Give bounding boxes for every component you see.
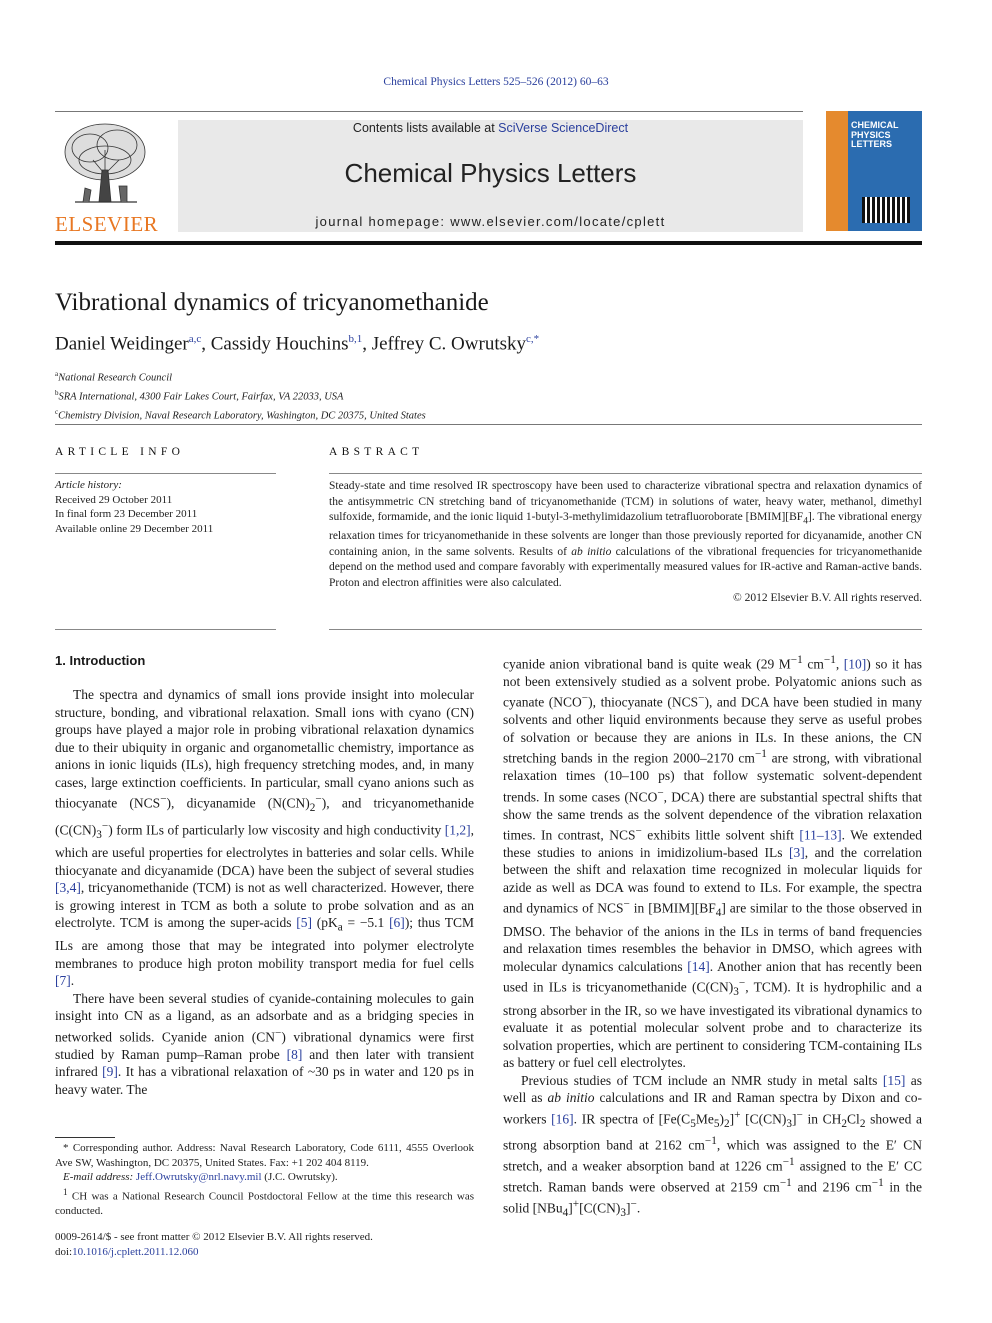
contents-prefix: Contents lists available at — [352, 121, 495, 135]
abstract-heading: ABSTRACT — [329, 446, 424, 458]
reference-link[interactable]: [9] — [102, 1064, 118, 1080]
text-run: , TCM). It is hydrophilic and a strong absorber in the IR, so we have investigated its vibrational dynamics to evaluate it as potential molecular solvent probe and to characterize its solvation properties, which are pertinent to considering TCM-containing ILs as battery or fuel cell electrolytes. — [503, 979, 923, 1071]
text-run: calculations and IR and Raman spectra by Dixon and co-workers — [503, 1090, 923, 1127]
text-run: and 2196 cm — [791, 1179, 872, 1195]
email-label: E-mail address: — [63, 1171, 134, 1183]
doi-link[interactable]: 10.1016/j.cplett.2011.12.060 — [72, 1245, 199, 1258]
email-suffix: (J.C. Owrutsky). — [264, 1171, 338, 1183]
cover-line: PHYSICS — [851, 129, 891, 140]
online-date: Available online 29 December 2011 — [55, 522, 214, 535]
superscript: −1 — [779, 1177, 792, 1190]
contents-line — [178, 121, 803, 135]
reference-link[interactable]: [8] — [286, 1046, 303, 1062]
abstract-sentence: Steady-state and time resolved IR spectroscopy have been used to characterize vibrational spectra and relaxation dynamics of the antisymmetric CN stretching band of tricyanomethanide (TCM) in solutions of water, heavy water, methanol, dimethyl sulfoxide, formamide, and the ionic liquid 1-butyl-3-methylimidazolium tetrafluoroborate [BMIM][BF — [329, 480, 922, 524]
text-run: ); thus TCM ILs are among those that may be integrated into polymer electrolyte membranes to produce high proton mobility transport media for fuel cells — [55, 915, 475, 971]
text-run: cyanide anion vibrational band is quite weak (29 M — [503, 656, 791, 672]
history-label: Article history: — [55, 479, 122, 491]
superscript: −1 — [823, 654, 836, 666]
affiliation-text: National Research Council — [58, 372, 173, 384]
author-list: Daniel Weidinger$^{a,c}$, Cassidy Houchins$^{b,1}$, Jeffrey C. Owrutsky$^{c,*}$ — [55, 333, 540, 355]
email-link[interactable]: Jeff.Owrutsky@nrl.navy.mil — [135, 1171, 262, 1183]
italic-term: ab initio — [571, 545, 612, 558]
superscript: −1 — [782, 1156, 795, 1169]
subscript: 3 — [96, 829, 102, 841]
superscript: −1 — [704, 1135, 717, 1148]
superscript: − — [657, 786, 664, 799]
reference-link[interactable]: [16] — [551, 1111, 574, 1127]
journal-citation[interactable]: Chemical Physics Letters 525–526 (2012) 60–63 — [383, 76, 609, 88]
text-run: , and the correlation between the shift and relaxation time recognized in molecular liquids for azide as well as DCA was found to extend to ILs. For example, the spectra and dynamics of NCS — [503, 845, 922, 916]
footnote-1 — [55, 1185, 474, 1219]
article-info-rule — [55, 473, 276, 474]
abstract-copyright: © 2012 Elsevier B.V. All rights reserved. — [733, 592, 922, 605]
paragraph — [55, 990, 474, 1098]
text-run: , which are useful properties for electrolytes in batteries and solar cells. While thiocyanate and dicyanamide (DCA) have been the subject of several studies — [55, 822, 474, 878]
author-affiliation-mark[interactable]: c,* — [526, 333, 540, 345]
text-run: cm — [807, 656, 824, 672]
text-run: ] — [729, 1111, 735, 1127]
text-run: . IR spectra of [Fe(C — [573, 1111, 691, 1127]
journal-title: Chemical Physics Letters — [344, 158, 637, 188]
subscript: 4 — [715, 907, 722, 920]
text-run: and then later with transient infrared — [55, 1046, 475, 1080]
superscript: − — [101, 819, 109, 832]
abstract-rule — [329, 629, 922, 630]
superscript: − — [738, 977, 746, 990]
text-run: There have been several studies of cyanide-containing molecules to gain insight into CN as a ligand, as an adsorbate and as a bridging species in networked solids. Cyanide anion (CN — [55, 990, 474, 1045]
cover-title — [851, 121, 899, 150]
text-run: , which was assigned to the E′ CN stretch, and a weaker absorption band at 1226 cm — [503, 1137, 922, 1174]
superscript: − — [160, 793, 167, 806]
superscript: −1 — [871, 1177, 884, 1190]
subscript: 3 — [620, 1207, 626, 1220]
text-run: ), and tricyanomethanide (C(CN) — [55, 795, 474, 838]
paragraph — [503, 652, 922, 1072]
page-footer — [55, 1230, 373, 1259]
text-run: . It has a vibrational relaxation of ~30 ps in water and 120 ps in heavy water. The — [55, 1064, 474, 1097]
text-run: (pK — [316, 915, 338, 931]
text-run: ) so it has not been extensively studied as a solvent probe. Polyatomic anions such as cyanate (NCO — [503, 656, 923, 710]
footnote-email — [55, 1170, 474, 1185]
affiliation-text: SRA International, 4300 Fair Lakes Court, Fairfax, VA 22033, USA — [58, 391, 344, 403]
superscript: + — [572, 1198, 580, 1211]
text-run: as well as — [503, 1072, 923, 1106]
cover-side-band — [826, 111, 848, 231]
subscript: 2 — [309, 802, 316, 815]
subscript: 2 — [859, 1117, 866, 1130]
reference-link[interactable]: [6] — [389, 915, 405, 931]
author-name[interactable]: Jeffrey C. Owrutsky — [371, 333, 526, 355]
text-run: ] — [568, 1200, 573, 1216]
abstract-rule — [329, 473, 922, 474]
doi-line — [55, 1245, 373, 1260]
text-run: . Another anion that has recently been used in ILs is tricyanomethanide (C(CN) — [503, 958, 923, 995]
elsevier-tree-icon — [55, 120, 155, 212]
text-run: in the solid [NBu — [503, 1179, 922, 1216]
text-run: = −5.1 — [342, 915, 385, 931]
journal-cover-thumbnail[interactable] — [826, 111, 922, 231]
text-run: , DCA) there are substantial spectral shifts that show the same trends as the solvent dependence of the vibration relaxation times. In contrast, NCS — [503, 789, 922, 843]
affiliation — [55, 367, 426, 386]
text-run: in [BMIM][BF — [629, 900, 716, 916]
text-run: ] — [791, 1111, 797, 1127]
author-affiliation-mark[interactable]: b,1 — [348, 333, 363, 345]
revised-date: In final form 23 December 2011 — [55, 508, 198, 520]
superscript: − — [275, 1026, 282, 1039]
abstract-sentence: ]. The vibrational energy relaxation times for tricyanomethanide in these solvents are longer than those previously reported for dicyanamide, another CN containing anion, in the same solvents. Results of — [329, 511, 922, 558]
text-run: ) vibrational dynamics were first studied by Raman pump–Raman probe — [55, 1029, 474, 1062]
text-run: Previous studies of TCM include an NMR study in metal salts — [521, 1072, 878, 1088]
text-run: , tricyanomethanide (TCM) is not as well characterized. However, there is growing interest in TCM as both a solute to probe solvation and as an electrolyte. TCM is among the super-acids — [55, 880, 474, 931]
text-run: ] — [626, 1200, 631, 1216]
affiliation — [55, 386, 426, 405]
subscript: 2 — [841, 1117, 848, 1130]
author-name[interactable]: Daniel Weidinger — [55, 333, 189, 355]
subscript: 5 — [713, 1117, 720, 1130]
superscript: − — [796, 1108, 803, 1121]
reference-link[interactable]: [3,4] — [55, 880, 81, 896]
homepage-url-link[interactable]: www.elsevier.com/locate/cplett — [450, 214, 666, 229]
text-run: . — [636, 1200, 641, 1216]
author-affiliation-mark[interactable]: a,c — [188, 333, 202, 345]
paragraph — [503, 1072, 922, 1223]
superscript: −1 — [790, 654, 803, 666]
article-title: Vibrational dynamics of tricyanomethanide — [55, 289, 489, 316]
issn-line: 0009-2614/$ - see front matter © 2012 Elsevier B.V. All rights reserved. — [55, 1231, 373, 1243]
masthead-banner — [178, 120, 803, 232]
doi-label: doi: — [55, 1245, 73, 1258]
article-info-heading: ARTICLE INFO — [55, 446, 185, 458]
body-column-left — [55, 652, 474, 1098]
text-run: [C(CN) — [579, 1200, 621, 1216]
abstract-text — [329, 479, 922, 607]
affiliation-mark: c — [55, 408, 59, 416]
superscript: − — [635, 825, 642, 838]
cover-graphic — [862, 197, 910, 223]
text-run: , — [835, 656, 840, 672]
affiliation — [55, 405, 426, 424]
text-run: ), dicyanamide (N(CN) — [166, 795, 310, 811]
reference-link[interactable]: [1,2] — [444, 822, 471, 838]
text-run: [C(CN) — [740, 1111, 787, 1127]
superscript: − — [698, 692, 705, 705]
affiliation-text: Chemistry Division, Naval Research Laboratory, Washington, DC 20375, United States — [58, 410, 426, 422]
subscript: 5 — [690, 1117, 696, 1130]
subscript: a — [337, 921, 343, 934]
superscript: − — [581, 692, 589, 705]
superscript: − — [630, 1198, 637, 1211]
footnote-mark: 1 — [63, 1186, 68, 1197]
subscript: 4 — [562, 1207, 569, 1220]
reference-link[interactable]: [3] — [789, 845, 805, 861]
footnote-corresponding: * Corresponding author. Address: Naval Research Laboratory, Code 6111, 4555 Overlook Ave SW, Washington, DC 20375, United States. Fax: +1 202 404 8119. — [55, 1142, 474, 1169]
text-run: exhibits little solvent shift — [641, 827, 794, 843]
masthead-bottom-rule — [55, 241, 922, 245]
text-run: Me — [695, 1111, 714, 1127]
abstract-sentence: calculations of the vibrational frequencies for tricyanomethanide depend on the method used and compare favorably with experimentally measured values for IR-active and Raman-active bands. Proton and electron affinities were also calculated. — [329, 545, 922, 589]
reference-link[interactable]: [11–13] — [799, 827, 842, 843]
reference-link[interactable]: [14] — [687, 958, 710, 974]
affiliation-mark: b — [55, 389, 59, 397]
text-run: ) form ILs of particularly low viscosity and high conductivity — [108, 822, 442, 838]
homepage-prefix: journal homepage: — [315, 214, 446, 229]
paragraph: The spectra and dynamics of small ions provide insight into molecular structure, bonding, and vibrational relaxation. Small ions with cyano (CN) groups have played a major role in probing vibrational relaxation dynamics due to their ubiquity in organic and organometallic chemistry, importance as anions in ionic liquids (ILs), high frequency stretching modes, and, in many cases, large extinction coefficients. In particular, small cyano anions such as thiocyanate (NCS−), dicyanamide $(N(CN)_2^-)$, and tricyanomethanide $(C(CN)_3^-)$ form ILs of particularly low viscosity and high conductivity [1,2], which are useful properties for electrolytes in batteries and solar cells. While thiocyanate and dicyanamide (DCA) have been the subject of several studies [3,4], tricyanomethanide (TCM) is not as well characterized. However, there is growing interest in TCM as both a solute to probe solvation and as an electrolyte. TCM is among the super-acids [5] ($pK_a = -5.1$ [6]); thus TCM ILs are among those that may be integrated into polymer electrolyte membranes to produce high proton mobility transport media for fuel cells [7]. — [55, 687, 475, 989]
text-run: The spectra and dynamics of small ions provide insight into molecular structure, bonding, and vibrational relaxation. Small ions with cyano (CN) groups have played a major role in probing vibrational relaxation dynamics due to their ubiquity in organic and organometallic chemistry, importance as anions in ionic liquids (ILs), high frequency stretching modes, and, in many cases, large extinction coefficients. In particular, small cyano anions such as thiocyanate (NCS — [55, 687, 474, 811]
affiliations — [55, 367, 426, 424]
reference-link[interactable]: [5] — [296, 915, 312, 931]
italic-term: ab initio — [547, 1090, 595, 1106]
section-divider — [55, 424, 922, 425]
cover-line: CHEMICAL — [851, 120, 899, 130]
journal-homepage — [178, 214, 803, 229]
text-run: ), and DCA have been studied in many solvents and other liquid environments because they serve as useful probes of solvation or because they are anions in ILs. In these anions, the CN stretching bands in the region 2000–2170 cm — [503, 694, 922, 766]
article-history — [55, 478, 213, 536]
reference-link[interactable]: [15] — [882, 1072, 906, 1088]
superscript: −1 — [754, 748, 767, 761]
reference-link[interactable]: [7] — [55, 973, 71, 989]
footnotes — [55, 1141, 474, 1218]
elsevier-logo[interactable] — [55, 120, 159, 236]
text-run: assigned to the E′ CC stretch. Raman bands were observed at 2159 cm — [503, 1158, 922, 1195]
sciencedirect-link[interactable]: SciVerse ScienceDirect — [498, 121, 629, 135]
superscript: + — [734, 1108, 741, 1121]
text-run: showed a strong absorption band at 2162 cm — [503, 1111, 923, 1153]
section-heading: 1. Introduction — [55, 653, 146, 668]
elsevier-wordmark: ELSEVIER — [55, 212, 159, 236]
masthead-top-rule — [55, 111, 803, 112]
superscript: − — [623, 898, 630, 911]
text-run: are strong, with vibrational relaxation times (10–100 ps) that follow systematic solvent-dependent trends. In some cases (NCO — [503, 750, 922, 805]
body-column-right — [503, 652, 922, 1223]
superscript: − — [315, 793, 322, 806]
text-run: ), thiocyanate (NCS — [588, 694, 699, 710]
received-date: Received 29 October 2011 — [55, 493, 173, 506]
text-run: ] are similar to the those observed in DMSO. The behavior of the anions in the ILs in terms of band frequencies and relaxation times resembles the behavior in DMSO, which agrees with molecular dynamics calculations — [503, 900, 922, 974]
subscript: 3 — [786, 1117, 792, 1130]
subscript: 2 — [723, 1117, 730, 1130]
author-name[interactable]: Cassidy Houchins — [210, 333, 349, 355]
article-info-rule — [55, 629, 276, 630]
cover-line: LETTERS — [851, 139, 893, 149]
affiliation-mark: a — [55, 370, 59, 378]
text-run: in CH — [802, 1111, 842, 1127]
subscript: 3 — [733, 986, 739, 999]
footnote-text: CH was a National Research Council Postdoctoral Fellow at the time this research was conducted. — [55, 1190, 475, 1217]
footnote-rule — [55, 1137, 115, 1138]
text-run: . We extended these studies to anions in imidizolium-based ILs — [503, 827, 923, 861]
reference-link[interactable]: [10] — [843, 656, 867, 672]
subscript: 4 — [803, 515, 808, 527]
text-run: ) — [719, 1111, 724, 1127]
text-run: Cl — [847, 1111, 860, 1127]
